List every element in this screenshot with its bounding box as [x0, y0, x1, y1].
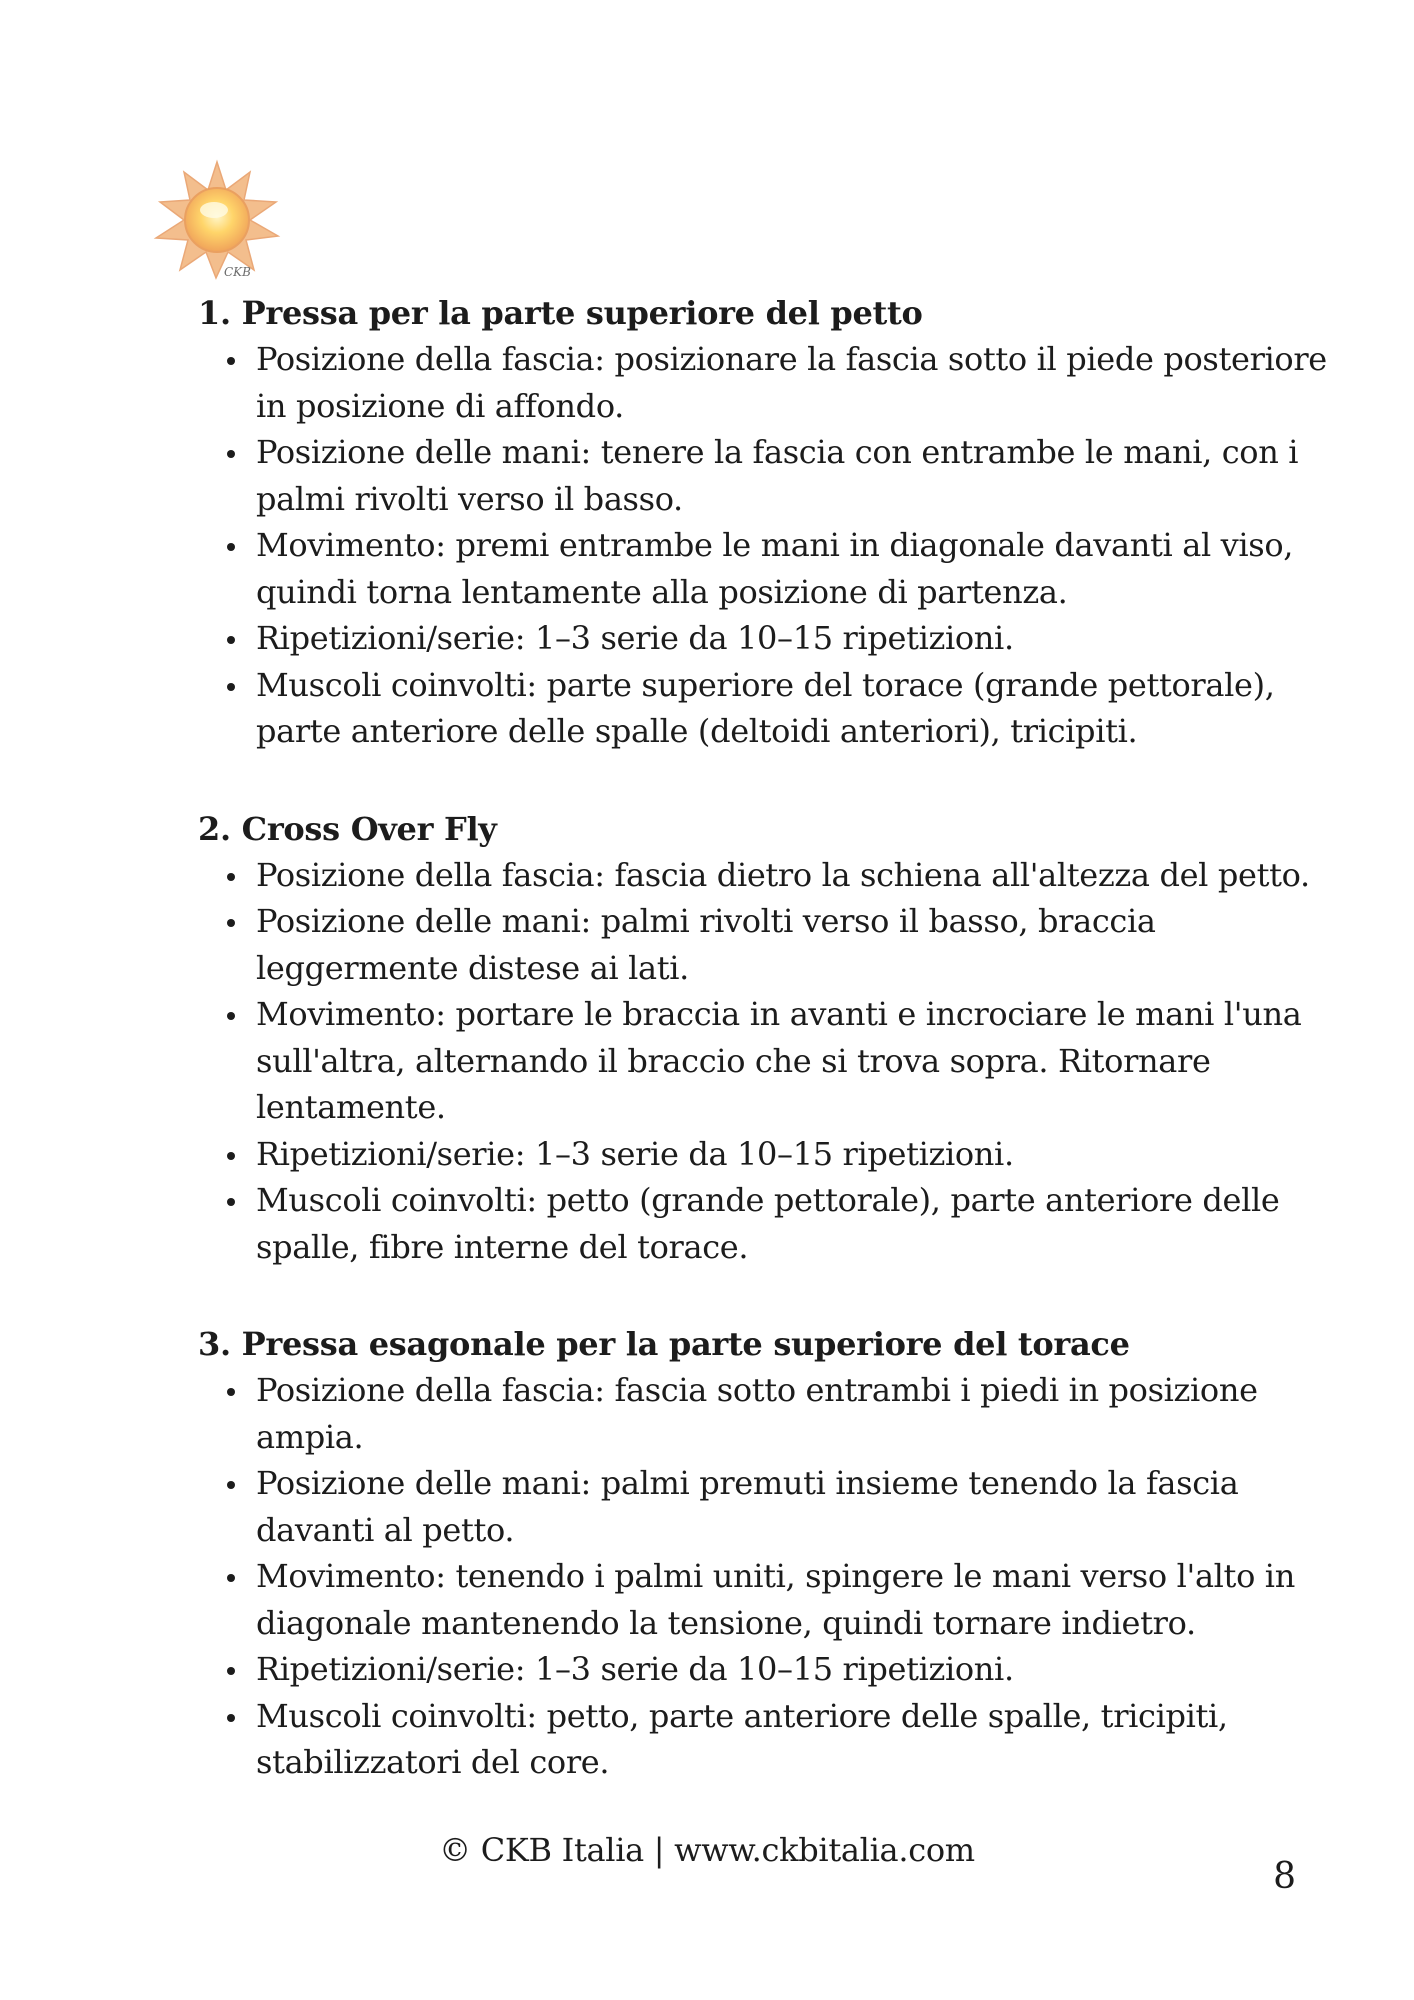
footer-copyright: © CKB Italia | www.ckbitalia.com [439, 1831, 975, 1869]
list-item: Movimento: tenendo i palmi uniti, spingere le mani verso l'alto in diagonale mantenendo la tensione, quindi tornare indietro. [256, 1553, 1328, 1646]
exercise-section-2 [198, 806, 1328, 1271]
list-item: Posizione della fascia: fascia sotto entrambi i piedi in posizione ampia. [256, 1367, 1328, 1460]
exercise-list [198, 290, 1328, 1837]
bullet-list [198, 1367, 1328, 1786]
list-item: Ripetizioni/serie: 1–3 serie da 10–15 ripetizioni. [256, 1646, 1328, 1693]
section-title: 1. Pressa per la parte superiore del petto [198, 294, 923, 332]
logo-signature: CKB [224, 265, 251, 279]
list-item: Posizione delle mani: palmi premuti insieme tenendo la fascia davanti al petto. [256, 1460, 1328, 1553]
section-title: 3. Pressa esagonale per la parte superiore del torace [198, 1325, 1130, 1363]
exercise-section-3 [198, 1321, 1328, 1786]
sun-logo [150, 158, 284, 282]
bullet-list [198, 852, 1328, 1271]
list-item: Muscoli coinvolti: petto, parte anteriore delle spalle, tricipiti, stabilizzatori del core. [256, 1693, 1328, 1786]
sun-logo-icon [150, 158, 284, 282]
list-item: Posizione della fascia: fascia dietro la schiena all'altezza del petto. [256, 852, 1328, 899]
list-item: Ripetizioni/serie: 1–3 serie da 10–15 ripetizioni. [256, 1131, 1328, 1178]
list-item: Posizione delle mani: palmi rivolti verso il basso, braccia leggermente distese ai lati. [256, 898, 1328, 991]
list-item: Muscoli coinvolti: parte superiore del torace (grande pettorale), parte anteriore delle spalle (deltoidi anteriori), tricipiti. [256, 662, 1328, 755]
list-item: Ripetizioni/serie: 1–3 serie da 10–15 ripetizioni. [256, 615, 1328, 662]
exercise-section-1 [198, 290, 1328, 755]
list-item: Muscoli coinvolti: petto (grande pettorale), parte anteriore delle spalle, fibre interne del torace. [256, 1177, 1328, 1270]
list-item: Movimento: premi entrambe le mani in diagonale davanti al viso, quindi torna lentamente alla posizione di partenza. [256, 522, 1328, 615]
bullet-list [198, 336, 1328, 755]
list-item: Posizione della fascia: posizionare la fascia sotto il piede posteriore in posizione di affondo. [256, 336, 1328, 429]
list-item: Posizione delle mani: tenere la fascia con entrambe le mani, con i palmi rivolti verso il basso. [256, 429, 1328, 522]
list-item: Movimento: portare le braccia in avanti e incrociare le mani l'una sull'altra, alternando il braccio che si trova sopra. Ritornare lentamente. [256, 991, 1328, 1131]
page-number: 8 [1273, 1856, 1296, 1897]
section-title: 2. Cross Over Fly [198, 809, 497, 848]
